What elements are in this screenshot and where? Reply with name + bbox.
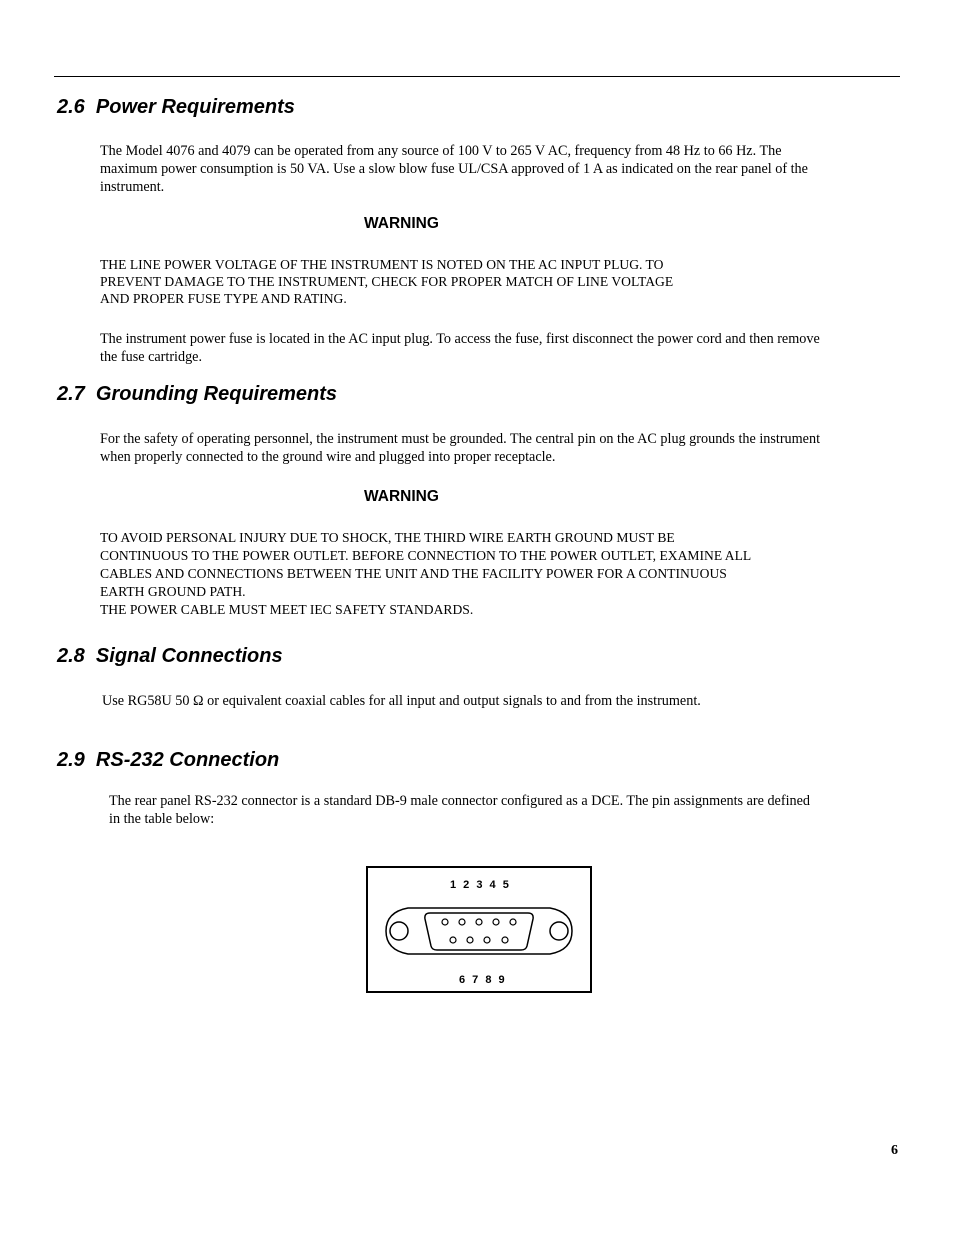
rs232-paragraph — [109, 792, 899, 828]
power-paragraph — [100, 142, 900, 196]
signal-paragraph — [102, 692, 892, 710]
text-line: The Model 4076 and 4079 can be operated from any source of 100 V to 265 V AC, frequency from 48 Hz to 66 Hz. The — [100, 143, 782, 159]
heading-signal-connections: 2.8 Signal Connections — [57, 645, 283, 667]
bottom-pin-numbers: 6 7 8 9 — [459, 974, 507, 986]
grounding-paragraph — [100, 430, 900, 466]
text-line: in the table below: — [109, 811, 215, 827]
heading-power-requirements: 2.6 Power Requirements — [57, 96, 295, 118]
text-line: instrument. — [100, 179, 165, 195]
text-line: THE LINE POWER VOLTAGE OF THE INSTRUMENT IS NOTED ON THE AC INPUT PLUG. TO — [100, 257, 664, 272]
mounting-hole-right — [550, 922, 568, 940]
text-line: CONTINUOUS TO THE POWER OUTLET. BEFORE CONNECTION TO THE POWER OUTLET, EXAMINE ALL — [100, 548, 752, 563]
fuse-paragraph — [100, 330, 900, 366]
text-line: THE POWER CABLE MUST MEET IEC SAFETY STANDARDS. — [100, 602, 474, 617]
pin-3 — [476, 919, 482, 925]
text-line: The rear panel RS-232 connector is a standard DB-9 male connector configured as a DCE. The pin assignments are defined — [109, 793, 810, 809]
text-line: maximum power consumption is 50 VA. Use a slow blow fuse UL/CSA approved of 1 A as indicated on the rear panel of the — [100, 161, 808, 177]
pin-6 — [450, 937, 456, 943]
heading-rs232-connection: 2.9 RS-232 Connection — [57, 749, 280, 771]
page-number: 6 — [891, 1143, 898, 1158]
text-line: AND PROPER FUSE TYPE AND RATING. — [100, 291, 347, 306]
heading-grounding-requirements: 2.7 Grounding Requirements — [57, 383, 338, 405]
text-line: Use RG58U 50 Ω or equivalent coaxial cables for all input and output signals to and from the instrument. — [102, 693, 701, 709]
power-warning-text — [100, 256, 860, 307]
pin-8 — [484, 937, 490, 943]
warning-title: WARNING — [364, 215, 439, 232]
text-line: EARTH GROUND PATH. — [100, 584, 246, 599]
db9-connector-icon — [368, 868, 590, 991]
text-line: TO AVOID PERSONAL INJURY DUE TO SHOCK, THE THIRD WIRE EARTH GROUND MUST BE — [100, 530, 675, 545]
pin-1 — [442, 919, 448, 925]
top-pin-numbers: 1 2 3 4 5 — [450, 879, 511, 891]
grounding-warning-text — [100, 529, 894, 619]
db9-connector-diagram — [366, 866, 592, 993]
connector-shell — [386, 908, 572, 954]
text-line: PREVENT DAMAGE TO THE INSTRUMENT, CHECK FOR PROPER MATCH OF LINE VOLTAGE — [100, 274, 674, 289]
text-line: the fuse cartridge. — [100, 349, 203, 365]
pin-9 — [502, 937, 508, 943]
pin-2 — [459, 919, 465, 925]
text-line: when properly connected to the ground wire and plugged into proper receptacle. — [100, 449, 556, 465]
text-line: CABLES AND CONNECTIONS BETWEEN THE UNIT AND THE FACILITY POWER FOR A CONTINUOUS — [100, 566, 727, 581]
pin-5 — [510, 919, 516, 925]
text-line: For the safety of operating personnel, the instrument must be grounded. The central pin on the AC plug grounds the instrument — [100, 431, 821, 447]
header-rule — [54, 76, 900, 77]
pin-7 — [467, 937, 473, 943]
text-line: The instrument power fuse is located in the AC input plug. To access the fuse, first disconnect the power cord and then remove — [100, 331, 820, 347]
mounting-hole-left — [390, 922, 408, 940]
warning-title: WARNING — [364, 488, 439, 505]
pin-4 — [493, 919, 499, 925]
